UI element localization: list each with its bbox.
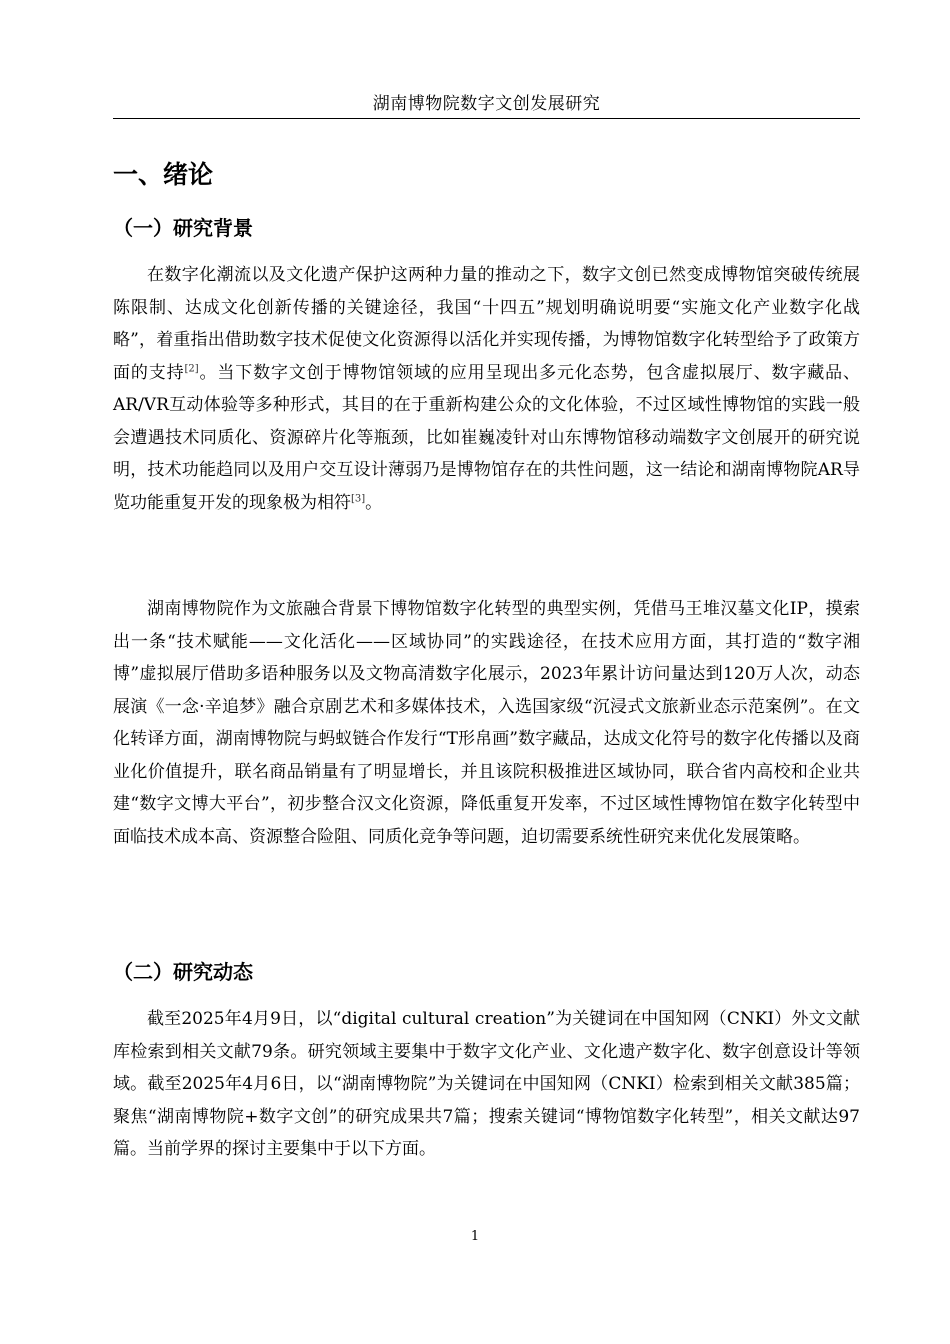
citation-ref[interactable]: [3] <box>351 492 366 504</box>
running-header: 湖南博物院数字文创发展研究 <box>113 93 860 119</box>
paragraph-text: 在数字化潮流以及文化遗产保护这两种力量的推动之下，数字文创已然变成博物馆突破传统展陈限制、达成文化创新传播的关键途径，我国“十四五”规划明确说明要“实施文化产业数字化战略”，着重指出借助数字技术促使文化资源得以活化并实现传播，为博物馆数字化转型给予了政策方面的支持 <box>113 265 860 383</box>
paragraph-background-1 <box>113 259 860 519</box>
page-number: 1 <box>470 1229 480 1244</box>
section-heading-background: （一）研究背景 <box>113 216 253 240</box>
paragraph-text: 。当下数字文创于博物馆领域的应用呈现出多元化态势，包含虚拟展厅、数字藏品、AR/VR互动体验等多种形式，其目的在于重新构建公众的文化体验，不过区域性博物馆的实践一般会遭遇技术同质化、资源碎片化等瓶颈，比如崔巍凌针对山东博物馆移动端数字文创展开的研究说明，技术功能趋同以及用户交互设计薄弱乃是博物馆存在的共性问题，这一结论和湖南博物院AR导览功能重复开发的现象极为相符 <box>113 362 861 513</box>
paragraph-research-status-1: 截至2025年4月9日，以“digital cultural creation”为关键词在中国知网（CNKI）外文文献库检索到相关文献79条。研究领域主要集中于数字文化产业、文化遗产数字化、数字创意设计等领域。截至2025年4月6日，以“湖南博物院”为关键词在中国知网（CNKI）检索到相关文献385篇；聚焦“湖南博物院+数字文创”的研究成果共7篇；搜索关键词“博物馆数字化转型”，相关文献达97篇。当前学界的探讨主要集中于以下方面。 <box>113 1009 860 1159</box>
paragraph-text: 。 <box>365 492 383 513</box>
citation-ref[interactable]: [2] <box>184 362 199 374</box>
chapter-heading: 一、绪论 <box>113 160 214 189</box>
section-heading-research-status: （二）研究动态 <box>113 960 253 984</box>
paragraph-background-2: 湖南博物院作为文旅融合背景下博物馆数字化转型的典型实例，凭借马王堆汉墓文化IP，摸索出一条“技术赋能——文化活化——区域协同”的实践途径，在技术应用方面，其打造的“数字湘博”虚拟展厅借助多语种服务以及文物高清数字化展示，2023年累计访问量达到120万人次，动态展演《一念·辛追梦》融合京剧艺术和多媒体技术，入选国家级“沉浸式文旅新业态示范案例”。在文化转译方面，湖南博物院与蚂蚁链合作发行“T形帛画”数字藏品，达成文化符号的数字化传播以及商业化价值提升，联名商品销量有了明显增长，并且该院积极推进区域协同，联合省内高校和企业共建“数字文博大平台”，初步整合汉文化资源，降低重复开发率，不过区域性博物馆在数字化转型中面临技术成本高、资源整合险阻、同质化竞争等问题，迫切需要系统性研究来优化发展策略。 <box>113 599 860 847</box>
